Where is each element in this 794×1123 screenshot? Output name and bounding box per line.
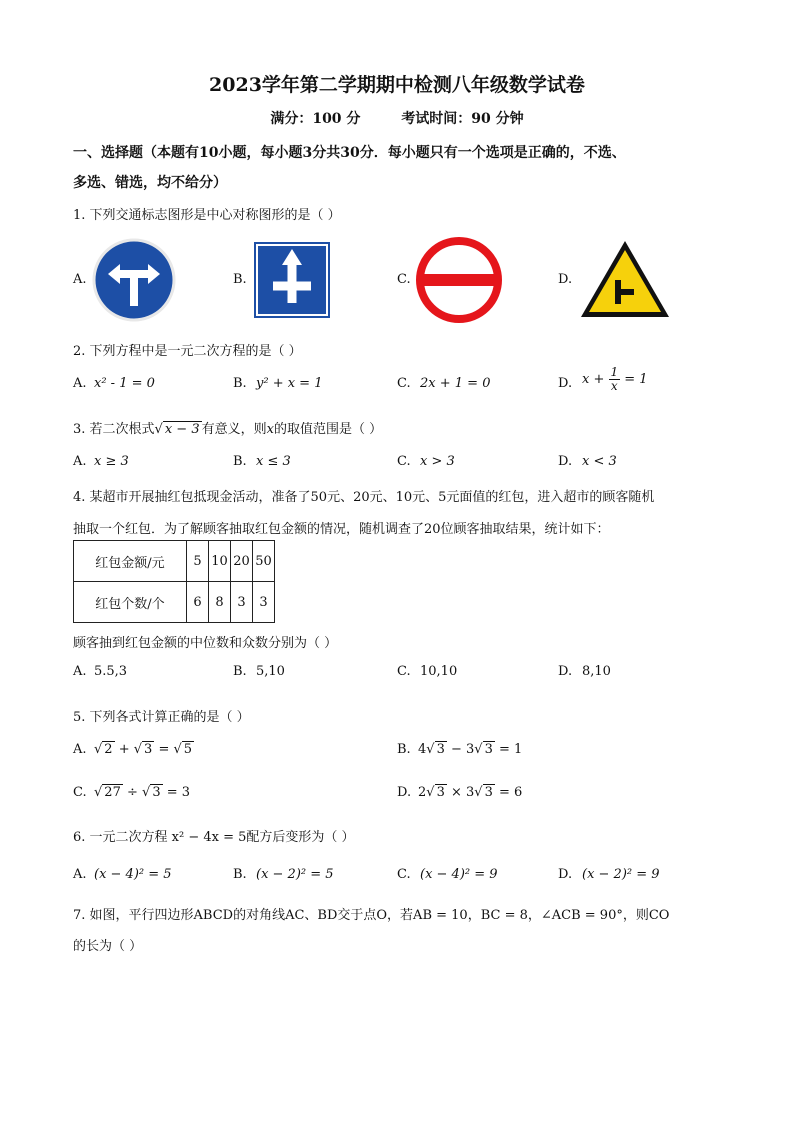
q4-option-c: 10,10 [420,664,458,679]
q4-option-d: 8,10 [582,664,611,679]
q3-label-c: C. [397,454,411,469]
table-cell: 红包金额/元 [74,541,187,582]
q5-b-rad1: 3 [436,742,445,757]
table-cell: 10 [209,541,231,582]
q4-table [73,540,275,623]
q5-option-c: √ 27 ÷ √ 3 = 3 [94,785,191,800]
q5-label-d: D. [397,785,412,800]
q3-option-c: x > 3 [420,454,455,469]
q2-d-post: = 1 [624,372,648,387]
q3-radicand: x − 3 [164,422,200,437]
q5-label-a: A. [73,742,87,757]
page-title: 2023学年第二学期期中检测八年级数学试卷 [209,74,585,96]
table-cell: 50 [253,541,275,582]
q2-option-a: x² - 1 = 0 [94,376,155,391]
table-cell: 3 [231,582,253,623]
q1-label-a: A. [73,272,87,287]
q5-a-rad1: 2 [104,742,113,757]
q5-option-a: √ 2 + √ 3 = √ 5 [94,742,193,757]
q5-d-rad2: 3 [484,785,493,800]
q5-c-rad1: 27 [104,785,121,800]
exam-info [0,108,794,128]
q3-option-a: x ≥ 3 [94,454,129,469]
q5-a-rad2: 3 [144,742,153,757]
table-cell: 5 [187,541,209,582]
q5-c-rad2: 3 [152,785,161,800]
q4-line2: 抽取一个红包．为了解顾客抽取红包金额的情况，随机调查了20位顾客抽取结果，统计如下： [73,522,610,537]
section-heading-line2: 多选、错选，均不给分） [73,175,227,191]
q6-label-c: C. [397,867,411,882]
table-row [74,582,275,623]
q4-option-a: 5.5,3 [94,664,128,679]
q2-option-c: 2x + 1 = 0 [420,376,491,391]
q5-c-op: ÷ [126,785,138,800]
q5-a-op: + [118,742,130,757]
q5-stem: 5. 下列各式计算正确的是（ ） [73,710,250,725]
q5-option-b: 4√ 3 − 3√ 3 = 1 [418,742,523,757]
q6-option-a: (x − 4)² = 5 [94,867,172,882]
q3-stem-var: x [266,422,274,437]
q4-label-c: C. [397,664,411,679]
q4-question: 顾客抽到红包金额的中位数和众数分别为（ ） [73,636,338,651]
q2-option-b: y² + x = 1 [256,376,323,391]
q6-option-b: (x − 2)² = 5 [256,867,334,882]
q5-a-rad3: 5 [183,742,193,757]
q5-d-result: = 6 [499,785,523,800]
q1-stem: 1. 下列交通标志图形是中心对称图形的是（ ） [73,208,341,223]
q3-label-b: B. [233,454,247,469]
q5-b-coef1: 4 [418,742,427,757]
crossroad-sign-icon [253,241,331,319]
q5-a-eq: = [158,742,170,757]
q4-label-a: A. [73,664,87,679]
q3-stem-pre: 3. 若二次根式 [73,422,155,437]
q2-option-d [582,366,648,393]
q1-label-d: D. [558,272,573,287]
q3-stem [73,418,382,437]
q2-d-fraction [609,366,621,393]
q5-option-d: 2√ 3 × 3√ 3 = 6 [418,785,523,800]
junction-warning-sign-icon [578,238,672,320]
q6-option-d: (x − 2)² = 9 [582,867,660,882]
q7-line1: 7. 如图，平行四边形ABCD的对角线AC、BD交于点O，若AB = 10，BC = 8，∠ACB = 90°，则CO [73,908,670,923]
q4-label-b: B. [233,664,247,679]
q7-line2: 的长为（ ） [73,939,143,954]
q4-label-d: D. [558,664,573,679]
q3-stem-mid: 有意义，则 [201,422,267,437]
q2-label-d: D. [558,376,573,391]
table-cell: 6 [187,582,209,623]
q3-radical: √ x − 3 [154,422,200,437]
table-row [74,541,275,582]
q5-label-b: B. [397,742,411,757]
q3-option-d: x < 3 [582,454,617,469]
q4-line1: 4. 某超市开展抽红包抵现金活动，准备了50元、20元、10元、5元面值的红包，进入超市的顾客随机 [73,490,655,505]
q3-option-b: x ≤ 3 [256,454,291,469]
table-cell: 3 [253,582,275,623]
table-cell: 8 [209,582,231,623]
q2-d-numerator: 1 [610,365,619,379]
q2-d-denominator: x [610,379,618,393]
q3-label-a: A. [73,454,87,469]
exam-time: 考试时间：90 分钟 [401,111,524,127]
q1-label-c: C. [397,272,411,287]
q4-option-b: 5,10 [256,664,285,679]
no-entry-sign-icon [415,236,503,324]
full-score: 满分：100 分 [270,111,361,127]
table-cell: 20 [231,541,253,582]
q5-b-result: = 1 [499,742,523,757]
q6-label-a: A. [73,867,87,882]
q5-d-coef1: 2 [418,785,427,800]
q2-label-c: C. [397,376,411,391]
q2-label-b: B. [233,376,247,391]
q5-c-result: = 3 [166,785,191,800]
q5-b-coef2: − 3 [451,742,475,757]
section-heading-line1: 一、选择题（本题有10小题，每小题3分共30分．每小题只有一个选项是正确的，不选、 [73,145,626,161]
q5-b-rad2: 3 [484,742,493,757]
turn-left-right-sign-icon [92,238,176,322]
table-cell: 红包个数/个 [74,582,187,623]
q5-d-rad1: 3 [436,785,445,800]
q6-stem: 6. 一元二次方程 x² − 4x = 5配方后变形为（ ） [73,830,355,845]
q3-label-d: D. [558,454,573,469]
q1-label-b: B. [233,272,247,287]
q2-stem: 2. 下列方程中是一元二次方程的是（ ） [73,344,302,359]
q3-stem-post: 的取值范围是（ ） [273,422,383,437]
q5-d-coef2: × 3 [451,785,475,800]
q2-label-a: A. [73,376,87,391]
q5-label-c: C. [73,785,87,800]
q6-label-b: B. [233,867,247,882]
q2-d-pre: x + [582,372,605,387]
q6-option-c: (x − 4)² = 9 [420,867,498,882]
q6-label-d: D. [558,867,573,882]
